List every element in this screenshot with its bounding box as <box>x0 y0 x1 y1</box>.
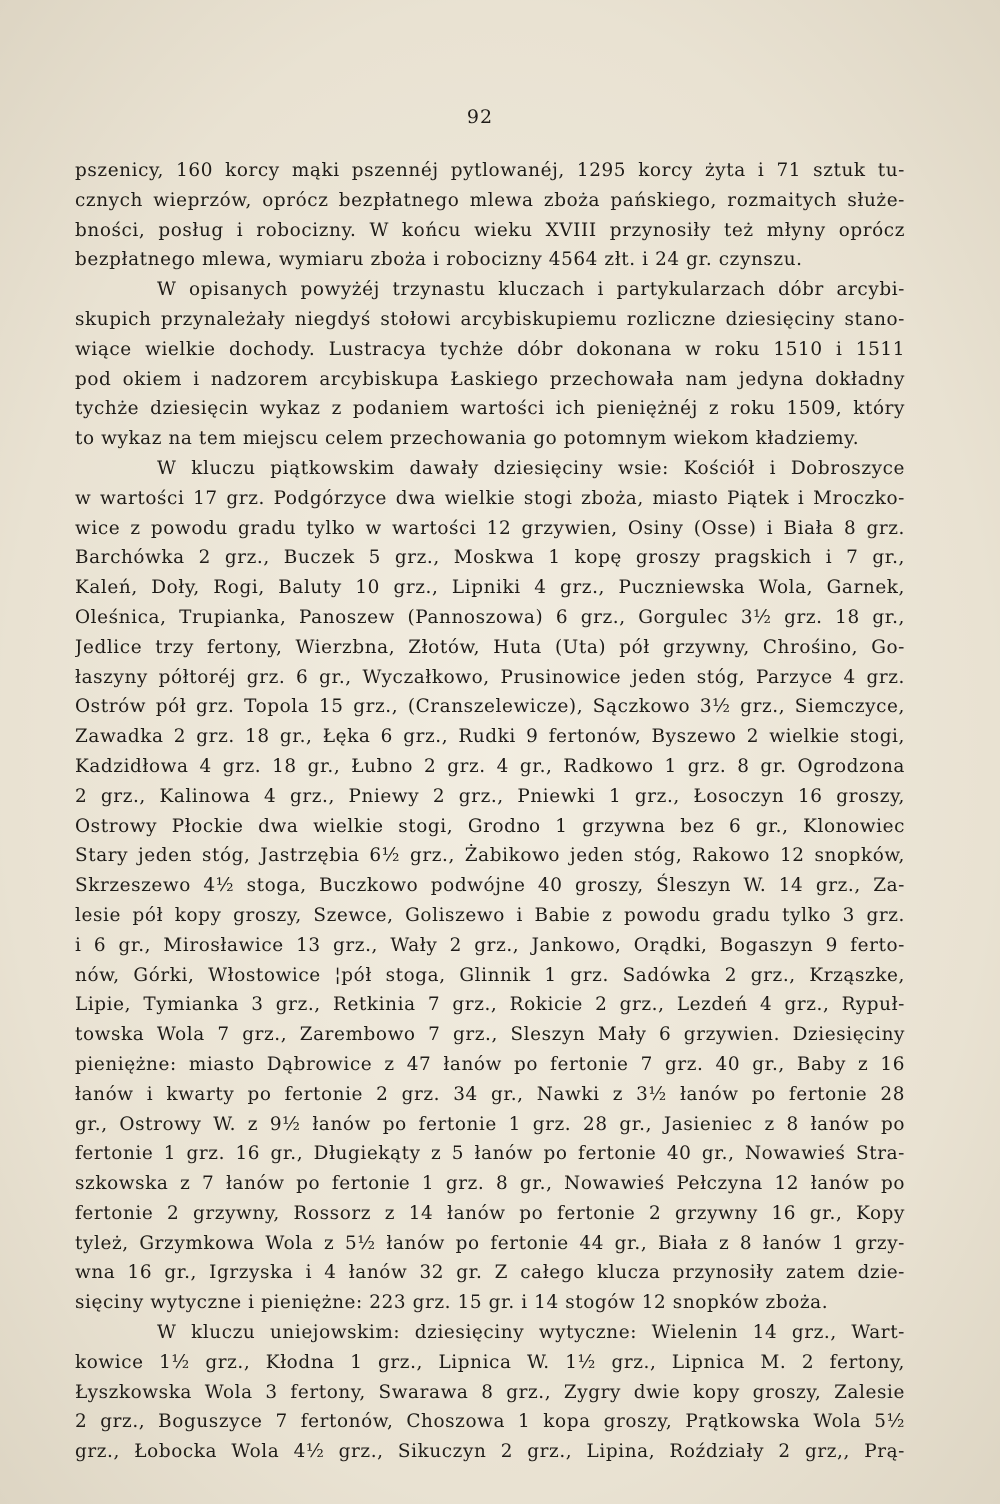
text-line: Jedlice trzy fertony, Wierzbna, Złotów, Huta (Uta) pół grzywny, Chrośino, Go- <box>75 636 905 658</box>
text-line: łanów i kwarty po fertonie 2 grz. 34 gr., Nawki z 3½ łanów po fertonie 28 <box>75 1083 905 1105</box>
text-line: i 6 gr., Mirosławice 13 grz., Wały 2 grz., Jankowo, Orądki, Bogaszyn 9 ferto- <box>75 934 905 956</box>
text-line: skupich przynależały niegdyś stołowi arcybiskupiemu rozliczne dziesięciny stano- <box>75 308 905 330</box>
text-line: fertonie 1 grz. 16 gr., Długiekąty z 5 łanów po fertonie 40 gr., Nowawieś Stra- <box>75 1143 905 1165</box>
text-line: kowice 1½ grz., Kłodna 1 grz., Lipnica W. 1½ grz., Lipnica M. 2 fertony, <box>75 1351 905 1373</box>
text-line: Skrzeszewo 4½ stoga, Buczkowo podwójne 40 groszy, Śleszyn W. 14 grz., Za- <box>75 875 905 897</box>
text-line: pod okiem i nadzorem arcybiskupa Łaskiego przechowała nam jedyna dokładny <box>75 368 905 390</box>
text-line: to wykaz na tem miejscu celem przechowania go potomnym wiekom kładziemy. <box>75 428 860 450</box>
text-line: W kluczu uniejowskim: dziesięciny wytyczne: Wielenin 14 grz., Wart- <box>157 1322 905 1344</box>
text-line: wice z powodu gradu tylko w wartości 12 grzywien, Osiny (Osse) i Biała 8 grz. <box>75 517 905 539</box>
text-line: bezpłatnego mlewa, wymiaru zboża i robocizny 4564 złt. i 24 gr. czynszu. <box>75 249 803 271</box>
text-line: lesie pół kopy groszy, Szewce, Goliszewo i Babie z powodu gradu tylko 3 grz. <box>75 904 905 926</box>
text-line: sięciny wytyczne i pieniężne: 223 grz. 15 gr. i 14 stogów 12 snopków zboża. <box>75 1292 829 1314</box>
text-line: cznych wieprzów, oprócz bezpłatnego mlewa zboża pańskiego, rozmaitych służe- <box>75 189 905 211</box>
text-line: 2 grz., Boguszyce 7 fertonów, Choszowa 1 kopa groszy, Prątkowska Wola 5½ <box>75 1411 905 1433</box>
text-line: Barchówka 2 grz., Buczek 5 grz., Moskwa 1 kopę groszy pragskich i 7 gr., <box>75 547 905 569</box>
text-line: Oleśnica, Trupianka, Panoszew (Pannoszowa) 6 grz., Gorgulec 3½ grz. 18 gr., <box>75 606 905 628</box>
text-line: Łyszkowska Wola 3 fertony, Swarawa 8 grz., Zygry dwie kopy groszy, Zalesie <box>75 1381 905 1403</box>
text-line: Kaleń, Doły, Rogi, Baluty 10 grz., Lipniki 4 grz., Puczniewska Wola, Garnek, <box>75 577 905 599</box>
text-line: wna 16 gr., Igrzyska i 4 łanów 32 gr. Z całego klucza przynosiły zatem dzie- <box>75 1262 905 1284</box>
text-line: łaszyny półtoréj grz. 6 gr., Wyczałkowo, Prusinowice jeden stóg, Parzyce 4 grz. <box>75 666 905 688</box>
text-line: Ostrów pół grz. Topola 15 grz., (Cranszelewicze), Sączkowo 3½ grz., Siemczyce, <box>75 696 905 718</box>
page-number: 92 <box>466 106 494 128</box>
text-line: szkowska z 7 łanów po fertonie 1 grz. 8 gr., Nowawieś Pełczyna 12 łanów po <box>75 1173 905 1195</box>
text-line: Kadzidłowa 4 grz. 18 gr., Łubno 2 grz. 4 gr., Radkowo 1 grz. 8 gr. Ogrodzona <box>75 755 905 777</box>
text-line: nów, Górki, Włostowice ¦pół stoga, Glinnik 1 grz. Sadówka 2 grz., Krząszke, <box>75 964 905 986</box>
text-line: bności, posług i robocizny. W końcu wieku XVIII przynosiły też młyny oprócz <box>75 219 905 241</box>
text-line: Ostrowy Płockie dwa wielkie stogi, Grodno 1 grzywna bez 6 gr., Klonowiec <box>75 815 905 837</box>
text-line: Lipie, Tymianka 3 grz., Retkinia 7 grz., Rokicie 2 grz., Lezdeń 4 grz., Rypuł- <box>75 994 905 1016</box>
text-line: Stary jeden stóg, Jastrzębia 6½ grz., Żabikowo jeden stóg, Rakowo 12 snopków, <box>75 845 905 867</box>
text-line: grz., Łobocka Wola 4½ grz., Sikuczyn 2 grz., Lipina, Roździały 2 grz,, Prą- <box>75 1441 905 1463</box>
text-line: fertonie 2 grzywny, Rossorz z 14 łanów po fertonie 2 grzywny 16 gr., Kopy <box>75 1202 905 1224</box>
text-line: gr., Ostrowy W. z 9½ łanów po fertonie 1 grz. 28 gr., Jasieniec z 8 łanów po <box>75 1113 905 1135</box>
text-line: tyleż, Grzymkowa Wola z 5½ łanów po fertonie 44 gr., Biała z 8 łanów 1 grzy- <box>75 1232 905 1254</box>
text-line: pieniężne: miasto Dąbrowice z 47 łanów po fertonie 7 grz. 40 gr., Baby z 16 <box>75 1053 905 1075</box>
text-line: tychże dziesięcin wykaz z podaniem wartości ich pieniężnéj z roku 1509, który <box>75 398 905 420</box>
text-line: W opisanych powyżéj trzynastu kluczach i partykularzach dóbr arcybi- <box>157 279 905 301</box>
text-line: towska Wola 7 grz., Zarembowo 7 grz., Sleszyn Mały 6 grzywien. Dziesięciny <box>75 1024 905 1046</box>
text-line: 2 grz., Kalinowa 4 grz., Pniewy 2 grz., Pniewki 1 grz., Łosoczyn 16 groszy, <box>75 785 905 807</box>
text-line: W kluczu piątkowskim dawały dziesięciny wsie: Kościół i Dobroszyce <box>157 457 905 479</box>
body-text <box>75 156 905 1467</box>
text-line: w wartości 17 grz. Podgórzyce dwa wielkie stogi zboża, miasto Piątek i Mroczko- <box>75 487 905 509</box>
text-line: pszenicy, 160 korcy mąki pszennéj pytlowanéj, 1295 korcy żyta i 71 sztuk tu- <box>75 160 905 181</box>
text-line: Zawadka 2 grz. 18 gr., Łęka 6 grz., Rudki 9 fertonów, Byszewo 2 wielkie stogi, <box>75 726 905 748</box>
text-line: wiące wielkie dochody. Lustracya tychże dóbr dokonana w roku 1510 i 1511 <box>75 338 905 360</box>
